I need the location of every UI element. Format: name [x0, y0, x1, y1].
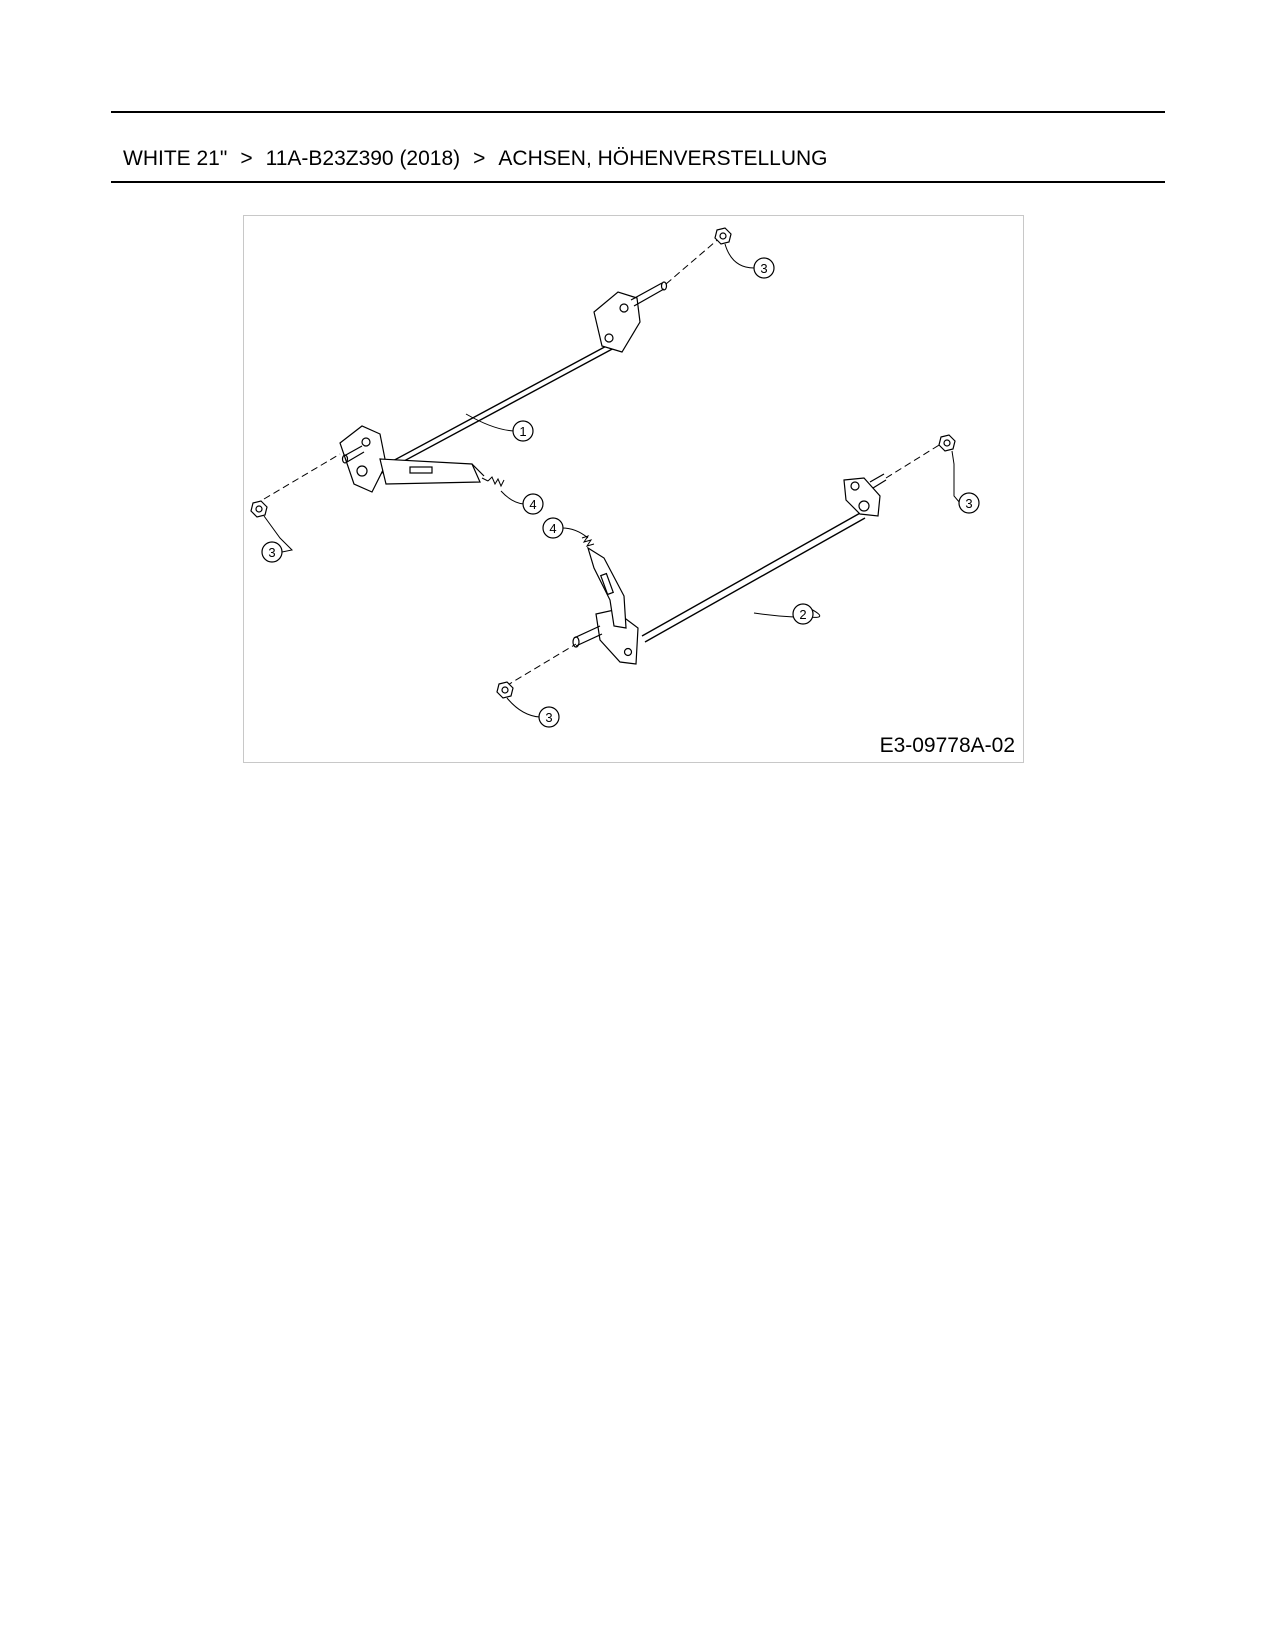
callout-2 — [793, 604, 813, 624]
axle-1-assembly — [264, 236, 722, 499]
callout-3-left — [262, 542, 282, 562]
parts-diagram — [243, 215, 1024, 763]
breadcrumb-separator: > — [473, 147, 486, 170]
axle-2-assembly — [506, 442, 944, 686]
callout-3-bottom — [539, 707, 559, 727]
breadcrumb — [123, 147, 828, 171]
svg-text:2: 2 — [799, 607, 807, 622]
callout-4-left — [523, 494, 543, 514]
svg-text:3: 3 — [268, 545, 276, 560]
svg-text:1: 1 — [519, 424, 527, 439]
header-rule-bottom — [111, 181, 1165, 183]
nut-3-right — [939, 435, 955, 451]
svg-text:4: 4 — [549, 521, 557, 536]
drawing-code: E3-09778A-02 — [879, 734, 1015, 757]
nut-3-upper-right — [715, 228, 731, 244]
callout-3-upper-right — [754, 258, 774, 278]
callout-1 — [513, 421, 533, 441]
nut-3-left — [251, 501, 267, 517]
svg-text:3: 3 — [965, 496, 973, 511]
breadcrumb-item-model[interactable]: WHITE 21" — [123, 147, 228, 170]
svg-text:3: 3 — [760, 261, 768, 276]
breadcrumb-separator: > — [240, 147, 253, 170]
diagram-drawing — [244, 216, 1025, 764]
breadcrumb-item-section: ACHSEN, HÖHENVERSTELLUNG — [498, 147, 828, 170]
nut-3-bottom — [497, 682, 513, 698]
header-rule-top — [111, 111, 1165, 113]
breadcrumb-item-part-number[interactable]: 11A-B23Z390 (2018) — [265, 147, 461, 170]
svg-text:4: 4 — [529, 497, 537, 512]
callout-3-right — [959, 493, 979, 513]
callout-4-right — [543, 518, 563, 538]
svg-text:3: 3 — [545, 710, 553, 725]
